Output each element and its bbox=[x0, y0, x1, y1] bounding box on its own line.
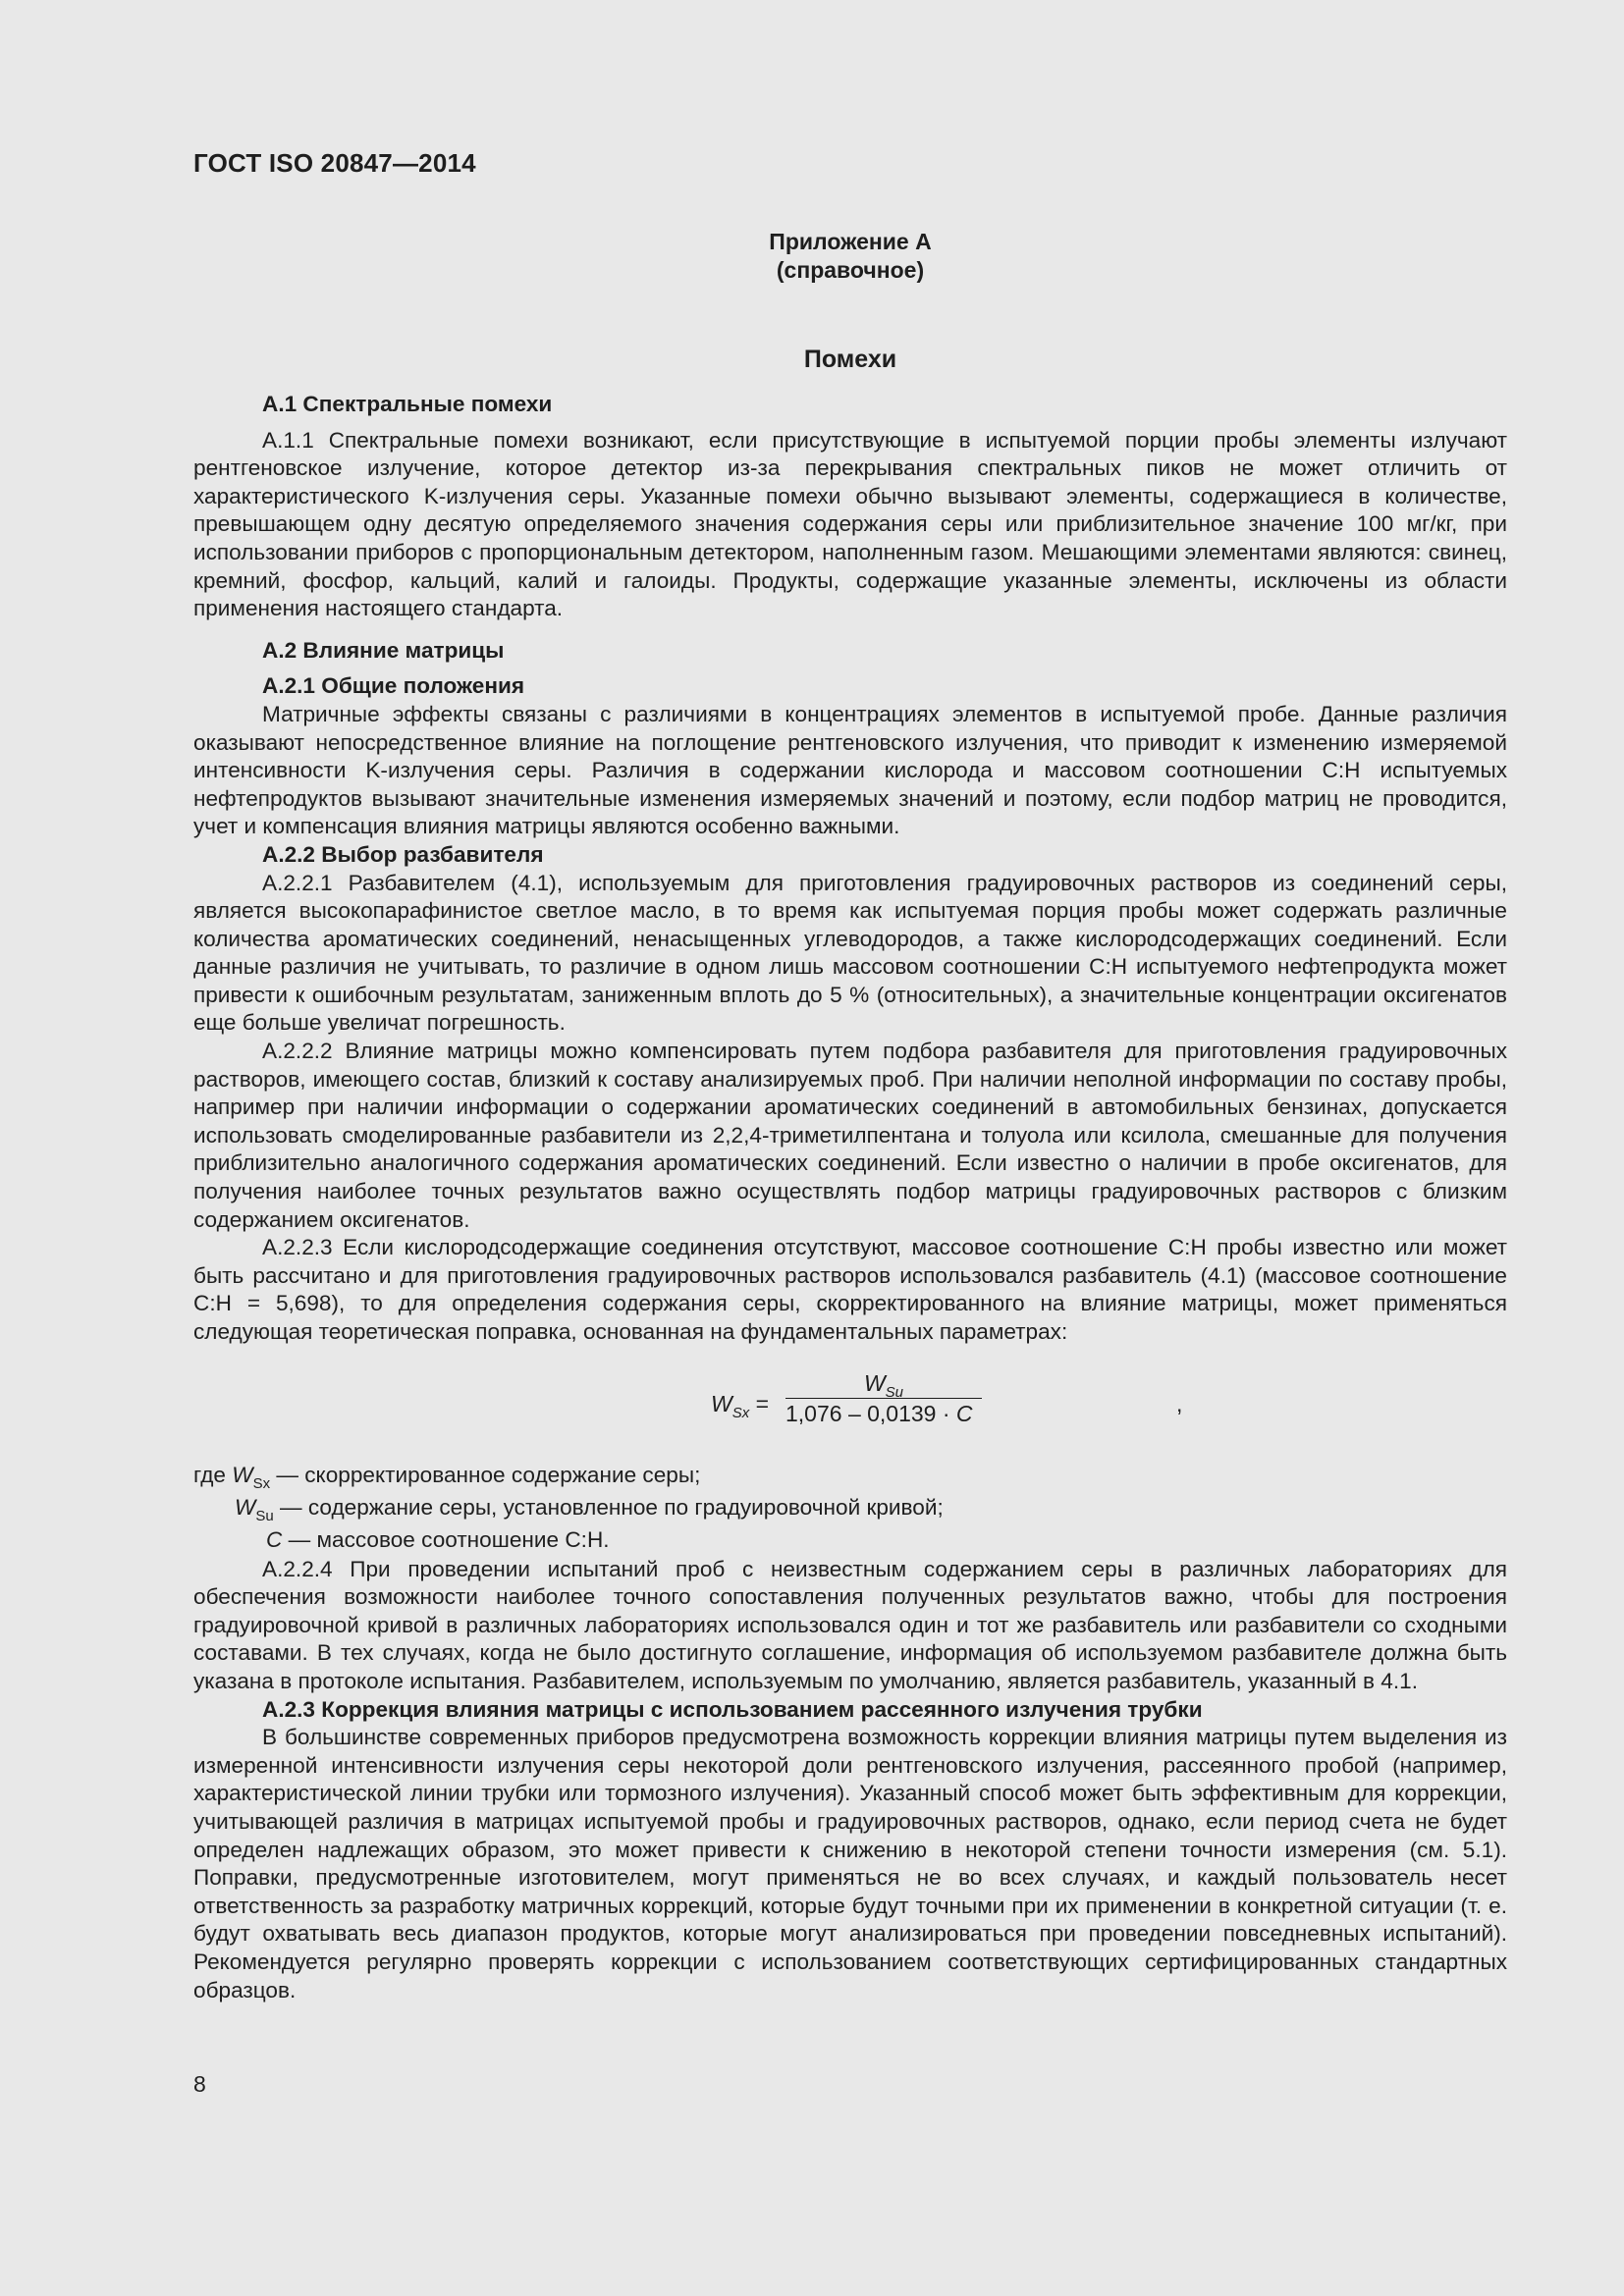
document-body bbox=[193, 391, 1507, 2004]
heading-a2-3: А.2.3 Коррекция влияния матрицы с использованием рассеянного излучения трубки bbox=[262, 1696, 1203, 1722]
paragraph-a2-2-1: А.2.2.1 Разбавителем (4.1), используемым для приготовления градуировочных растворов из соединений серы, является высокопарафинистое светлое масло, в то время как испытуемая порция пробы может содержать различные количества ароматических соединений, ненасыщенных углеводородов, а также кислородсодержащих соединений. Если данные различия не учитывать, то различие в одном лишь массовом соотношении С:Н испытуемого нефтепродукта может привести к ошибочным результатам, заниженным вплоть до 5 % (относительных), а значительные концентрации оксигенатов еще больше увеличат погрешность. bbox=[193, 870, 1507, 1036]
heading-a2: А.2 Влияние матрицы bbox=[262, 637, 505, 663]
legend-row: $W_{Su}$ — содержание серы, установленное по градуировочной кривой; bbox=[235, 1494, 944, 1524]
paragraph-a2-3: В большинстве современных приборов предусмотрена возможность коррекции влияния матрицы путем выделения из измеренной интенсивности излучения серы некоторой доли рентгеновского излучения, рассеянного пробой (например, характеристической линии трубки или тормозного излучения). Указанный способ может быть эффективным для коррекции, учитывающей различия в матрицах испытуемой пробы и градуировочных растворов, однако, если период счета не будет определен надлежащих образом, это может привести к снижению в некоторой степени точности измерения (см. 5.1). Поправки, предусмотренные изготовителем, могут применяться не во всех случаях, и каждый пользователь несет ответственность за разработку матричных коррекций, которые будут точными при их применении в конкретной ситуации (т. е. будут охватывать весь диапазон продуктов, которые могут анализироваться при проведении повседневных испытаний). Рекомендуется регулярно проверять коррекции с использованием соответствующих сертифицированных стандартных образцов. bbox=[193, 1725, 1507, 2002]
annex-type: (справочное) bbox=[776, 257, 925, 283]
paragraph-a1-1: А.1.1 Спектральные помехи возникают, если присутствующие в испытуемой порции пробы элементы излучают рентгеновское излучение, которое детектор из-за перекрывания спектральных пиков не может отличить от характеристического K-излучения серы. Указанные помехи обычно вызывают элементы, содержащиеся в количестве, превышающем одну десятую определяемого значения содержания серы или приблизительное значение 100 мг/кг, при использовании приборов с пропорциональным детектором, наполненным газом. Мешающими элементами являются: свинец, кремний, фосфор, кальций, калий и галоиды. Продукты, содержащие указанные элементы, исключены из области применения настоящего стандарта. bbox=[193, 427, 1507, 621]
formula-fraction bbox=[785, 1368, 1174, 1428]
formula-legend bbox=[193, 1459, 1507, 1556]
page-number: 8 bbox=[193, 2071, 206, 2097]
correction-formula bbox=[193, 1357, 1507, 1451]
heading-a2-2: А.2.2 Выбор разбавителя bbox=[262, 841, 544, 867]
formula-comma: , bbox=[1176, 1390, 1183, 1416]
heading-a2-1: А.2.1 Общие положения bbox=[262, 673, 525, 699]
paragraph-a2-2-2: А.2.2.2 Влияние матрицы можно компенсировать путем подбора разбавителя для приготовления градуировочных растворов, имеющего состав, близкий к составу анализируемых проб. При наличии неполной информации по составу пробы, например при наличии информации о содержании ароматических соединений в автомобильных бензинах, допускается использовать смоделированные разбавители из 2,2,4-триметилпентана и толуола или ксилола, смешанные для получения приблизительно аналогичного содержания ароматических соединений. Если известно о наличии в пробе оксигенатов, для получения наиболее точных результатов важно осуществлять подбор матрицы градуировочных растворов с близким содержанием оксигенатов. bbox=[193, 1039, 1507, 1232]
formula-denominator: 1,076 – 0,0139 · C bbox=[785, 1400, 973, 1426]
legend-row: C — массовое соотношение С:Н. bbox=[266, 1526, 610, 1552]
section-title: Помехи bbox=[803, 346, 897, 373]
heading-a1: А.1 Спектральные помехи bbox=[262, 392, 553, 416]
legend-row: где $W_{Sx}$ — скорректированное содержание серы; bbox=[193, 1462, 701, 1492]
annex-title: Приложение А bbox=[769, 229, 932, 254]
paragraph-a2-1: Матричные эффекты связаны с различиями в концентрациях элементов в испытуемой пробе. Данные различия оказывают непосредственное влияние на поглощение рентгеновского излучения, что приводит к изменению измеряемой интенсивности K-излучения серы. Различия в содержании кислорода и массовом соотношении С:Н испытуемых нефтепродуктов вызывают значительные изменения измеряемых значений и поэтому, если подбор матриц не проводится, учет и компенсация влияния матрицы являются особенно важными. bbox=[193, 701, 1507, 839]
document-code: ГОСТ ISO 20847—2014 bbox=[193, 148, 476, 178]
formula-numerator: $W_{Su}$ bbox=[863, 1369, 904, 1401]
formula-lhs: $W_{Sx}$ = bbox=[711, 1390, 770, 1421]
paragraph-a2-2-3: А.2.2.3 Если кислородсодержащие соединения отсутствуют, массовое соотношение С:Н пробы известно или может быть рассчитано и для приготовления градуировочных растворов использовался разбавитель (4.1) (массовое соотношение С:Н = 5,698), то для определения содержания серы, скорректированного на влияние матрицы, может применяться следующая теоретическая поправка, основанная на фундаментальных параметрах: bbox=[193, 1235, 1507, 1344]
paragraph-a2-2-4: А.2.2.4 При проведении испытаний проб с неизвестным содержанием серы в различных лабораториях для обеспечения возможности наиболее точного сопоставления полученных результатов важно, чтобы для построения градуировочной кривой в различных лабораториях использовался один и тот же разбавитель или разбавители со сходными составами. В тех случаях, когда не было достигнуто соглашение, информация об используемом разбавителе должна быть указана в протоколе испытания. Разбавителем, используемым по умолчанию, является разбавитель, указанный в 4.1. bbox=[193, 1556, 1507, 1693]
